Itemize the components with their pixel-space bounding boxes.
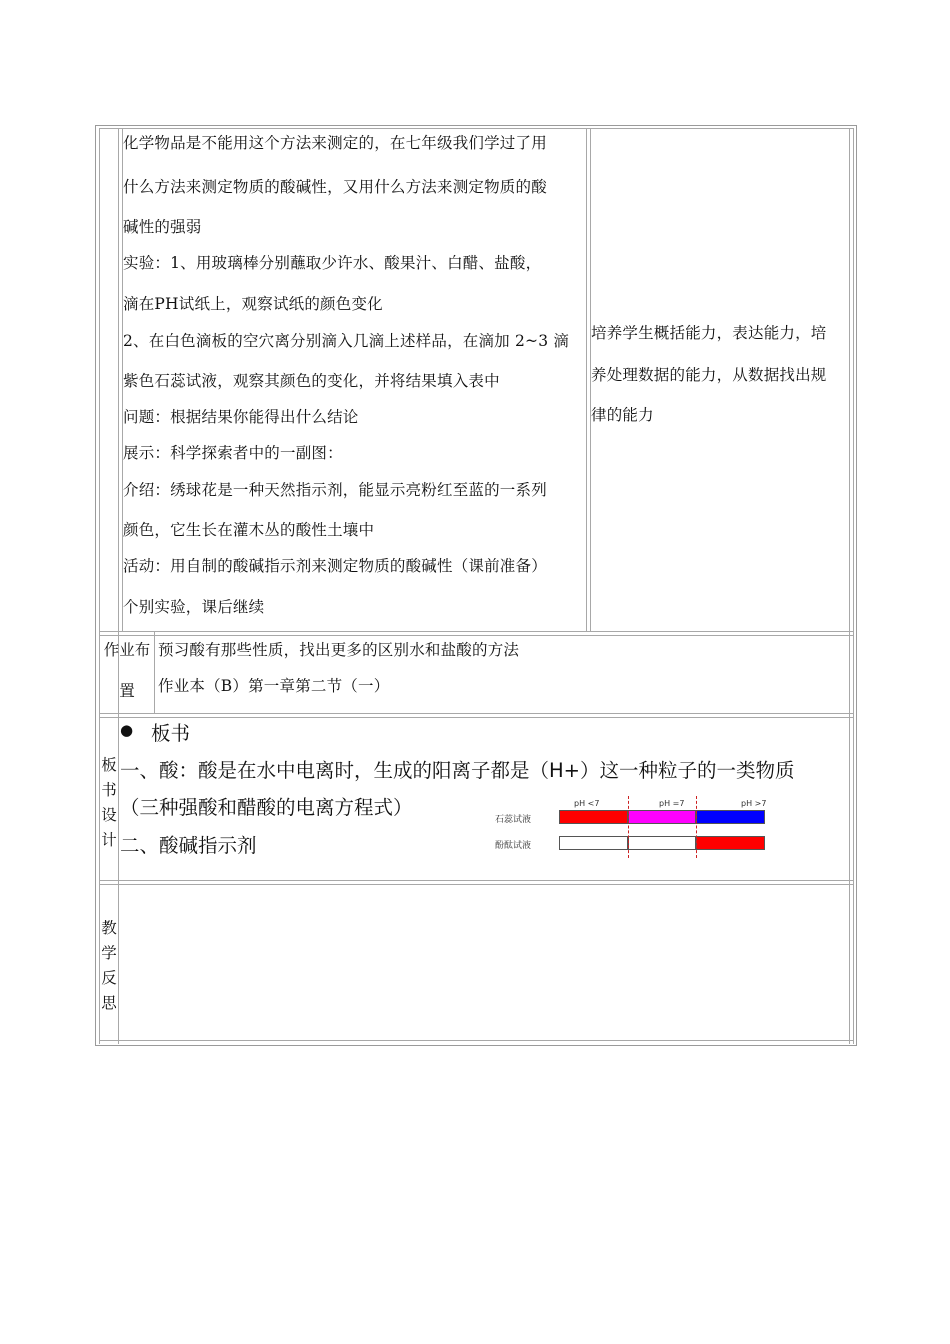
homework-label: 置 [119, 682, 135, 700]
board-line: 二、酸碱指示剂 [120, 834, 257, 857]
process-line: 碱性的强弱 [123, 218, 202, 236]
intent-line: 律的能力 [591, 406, 654, 424]
phenol-neutral-bar [628, 836, 696, 850]
grid-line [586, 128, 587, 632]
grid-line [99, 635, 853, 636]
bullet-icon: ● [120, 721, 134, 739]
process-line: 实验：1、用玻璃棒分别蘸取少许水、酸果汁、白醋、盐酸， [123, 254, 542, 272]
intent-line: 培养学生概括能力，表达能力，培 [591, 324, 827, 342]
process-line: 紫色石蕊试液，观察其颜色的变化，并将结果填入表中 [123, 372, 500, 390]
grid-line [853, 128, 854, 1044]
reflection-label: 学 [101, 944, 117, 962]
divider-line [696, 796, 697, 858]
indicator-name: 酚酞试液 [495, 841, 532, 851]
reflection-label: 思 [101, 994, 117, 1012]
board-label: 设 [101, 806, 117, 824]
divider-line [628, 796, 629, 858]
process-line: 什么方法来测定物质的酸碱性，又用什么方法来测定物质的酸 [123, 178, 547, 196]
reflection-label: 反 [101, 969, 117, 987]
phenol-acid-bar [559, 836, 628, 850]
board-label: 计 [101, 831, 117, 849]
process-line: 滴在PH试纸上，观察试纸的颜色变化 [123, 295, 383, 313]
process-line: 颜色，它生长在灌木丛的酸性土壤中 [123, 521, 375, 539]
grid-line [154, 632, 155, 714]
grid-line [99, 880, 853, 881]
homework-label: 作业布 [103, 641, 151, 659]
process-line: 2、在白色滴板的空穴离分别滴入几滴上述样品，在滴加 2~3 滴 [123, 332, 570, 350]
process-line: 活动：用自制的酸碱指示剂来测定物质的酸碱性（课前准备） [123, 557, 547, 575]
grid-line [118, 128, 119, 1044]
process-line: 介绍：绣球花是一种天然指示剂，能显示亮粉红至蓝的一系列 [123, 481, 547, 499]
litmus-acid-bar [559, 810, 628, 824]
homework-line: 预习酸有那些性质，找出更多的区别水和盐酸的方法 [158, 641, 520, 659]
grid-line [99, 717, 853, 718]
ph-label: pH >7 [741, 799, 767, 808]
board-label: 书 [101, 781, 117, 799]
grid-line [99, 128, 853, 129]
phenol-base-bar [696, 836, 765, 850]
board-label: 板 [101, 756, 117, 774]
process-line: 化学物品是不能用这个方法来测定的，在七年级我们学过了用 [123, 134, 547, 152]
grid-line [99, 884, 853, 885]
grid-line [99, 128, 100, 1044]
process-line: 个别实验，课后继续 [123, 598, 265, 616]
process-line: 问题：根据结果你能得出什么结论 [123, 408, 359, 426]
intent-line: 养处理数据的能力，从数据找出规 [591, 366, 827, 384]
reflection-label: 教 [101, 919, 117, 937]
homework-line: 作业本（B）第一章第二节（一） [158, 677, 390, 695]
grid-line [849, 128, 850, 1044]
board-heading: 板书 [151, 722, 191, 745]
process-line: 展示：科学探索者中的一副图： [123, 444, 343, 462]
grid-line [99, 1040, 853, 1041]
ph-label: pH <7 [574, 799, 600, 808]
board-line: （三种强酸和醋酸的电离方程式） [120, 796, 413, 819]
board-line: 一、酸：酸是在水中电离时，生成的阳离子都是（H+）这一种粒子的一类物质 [120, 759, 795, 782]
litmus-base-bar [696, 810, 765, 824]
ph-label: pH =7 [659, 799, 685, 808]
litmus-neutral-bar [628, 810, 696, 824]
grid-line [99, 631, 853, 632]
grid-line [99, 713, 853, 714]
indicator-name: 石蕊试液 [495, 815, 532, 825]
